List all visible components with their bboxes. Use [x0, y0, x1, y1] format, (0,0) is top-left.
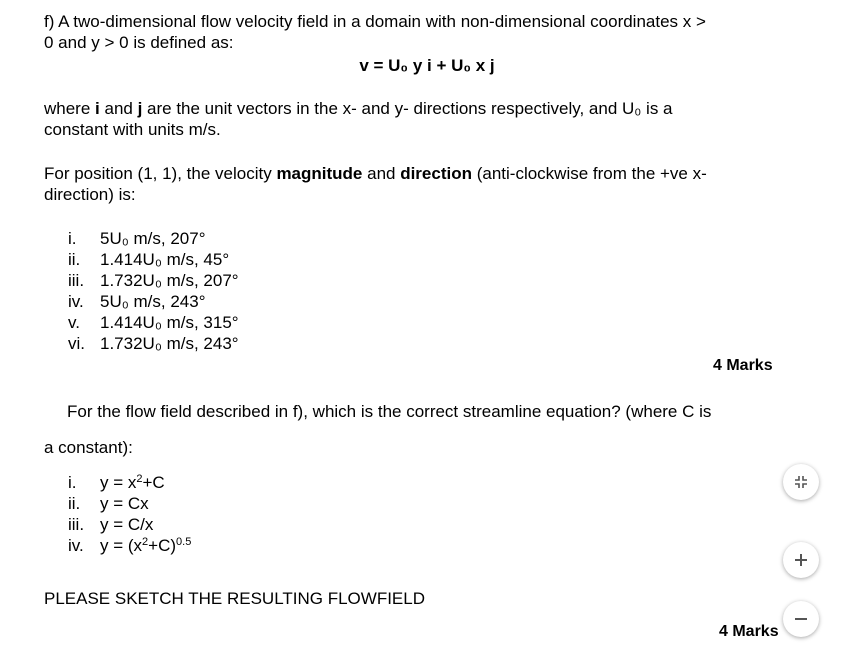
list-item	[68, 514, 153, 535]
fit-to-page-icon	[793, 474, 809, 490]
list-item	[68, 270, 239, 291]
option-number: i.	[68, 473, 77, 492]
question-f-intro-line1: f) A two-dimensional flow velocity field in a domain with non-dimensional coordinates x >	[44, 12, 706, 31]
option-text: 1.414U₀ m/s, 315°	[100, 313, 239, 332]
option-text: 1.732U₀ m/s, 243°	[100, 334, 239, 353]
sketch-instruction: PLEASE SKETCH THE RESULTING FLOWFIELD	[44, 589, 426, 608]
list-item	[68, 249, 229, 270]
question-g-line1: For the flow field described in f), which is the correct streamline equation? (where C is	[67, 402, 712, 421]
option-text: y = (x	[100, 536, 143, 555]
question-g-line2: a constant):	[44, 438, 133, 457]
where-and: and	[99, 99, 138, 118]
unit-vector-j: j	[137, 99, 143, 118]
option-text: y = C/x	[100, 515, 154, 534]
where-line1	[44, 98, 804, 119]
superscript: 2	[142, 536, 149, 548]
option-number: i.	[68, 229, 77, 248]
option-number: v.	[68, 313, 80, 332]
option-text: +C)	[148, 536, 177, 555]
option-text: 5U₀ m/s, 243°	[100, 292, 206, 311]
option-text: 5U₀ m/s, 207°	[100, 229, 206, 248]
option-number: ii.	[68, 250, 81, 269]
position-line2: direction) is:	[44, 185, 136, 204]
where-text: where	[44, 99, 96, 118]
option-text: y = Cx	[100, 494, 149, 513]
list-item	[68, 333, 239, 354]
list-item	[68, 472, 165, 493]
option-number: iii.	[68, 515, 85, 534]
zoom-out-button[interactable]	[783, 601, 819, 637]
list-item	[68, 291, 206, 312]
marks-f: 4 Marks	[713, 357, 773, 374]
position-line1	[44, 163, 804, 184]
option-text: 1.414U₀ m/s, 45°	[100, 250, 230, 269]
unit-vector-i: i	[95, 99, 100, 118]
where-rest: are the unit vectors in the x- and y- directions respectively, and U₀ is a	[142, 99, 673, 118]
option-number: vi.	[68, 334, 85, 353]
position-rest: (anti-clockwise from the +ve x-	[472, 164, 707, 183]
option-number: iv.	[68, 536, 84, 555]
superscript: 2	[136, 473, 143, 485]
list-item	[68, 493, 149, 514]
option-text: +C	[142, 473, 165, 492]
option-text: 1.732U₀ m/s, 207°	[100, 271, 239, 290]
direction-word: direction	[400, 164, 472, 183]
magnitude-word: magnitude	[276, 164, 363, 183]
zoom-out-icon	[793, 611, 809, 627]
superscript: 0.5	[176, 536, 192, 548]
fit-to-page-button[interactable]	[783, 464, 819, 500]
where-line2: constant with units m/s.	[44, 120, 221, 139]
option-text: y = x	[100, 473, 137, 492]
zoom-in-button[interactable]	[783, 542, 819, 578]
marks-g: 4 Marks	[719, 623, 779, 640]
velocity-equation: v = U₀ y i + U₀ x j	[359, 56, 495, 75]
option-number: iii.	[68, 271, 85, 290]
list-item	[68, 312, 239, 333]
position-text: For position (1, 1), the velocity	[44, 164, 277, 183]
list-item	[68, 228, 206, 249]
list-item	[68, 535, 191, 556]
position-and: and	[362, 164, 401, 183]
option-number: iv.	[68, 292, 84, 311]
zoom-in-icon	[793, 552, 809, 568]
option-number: ii.	[68, 494, 81, 513]
question-f-intro-line2: 0 and y > 0 is defined as:	[44, 33, 234, 52]
